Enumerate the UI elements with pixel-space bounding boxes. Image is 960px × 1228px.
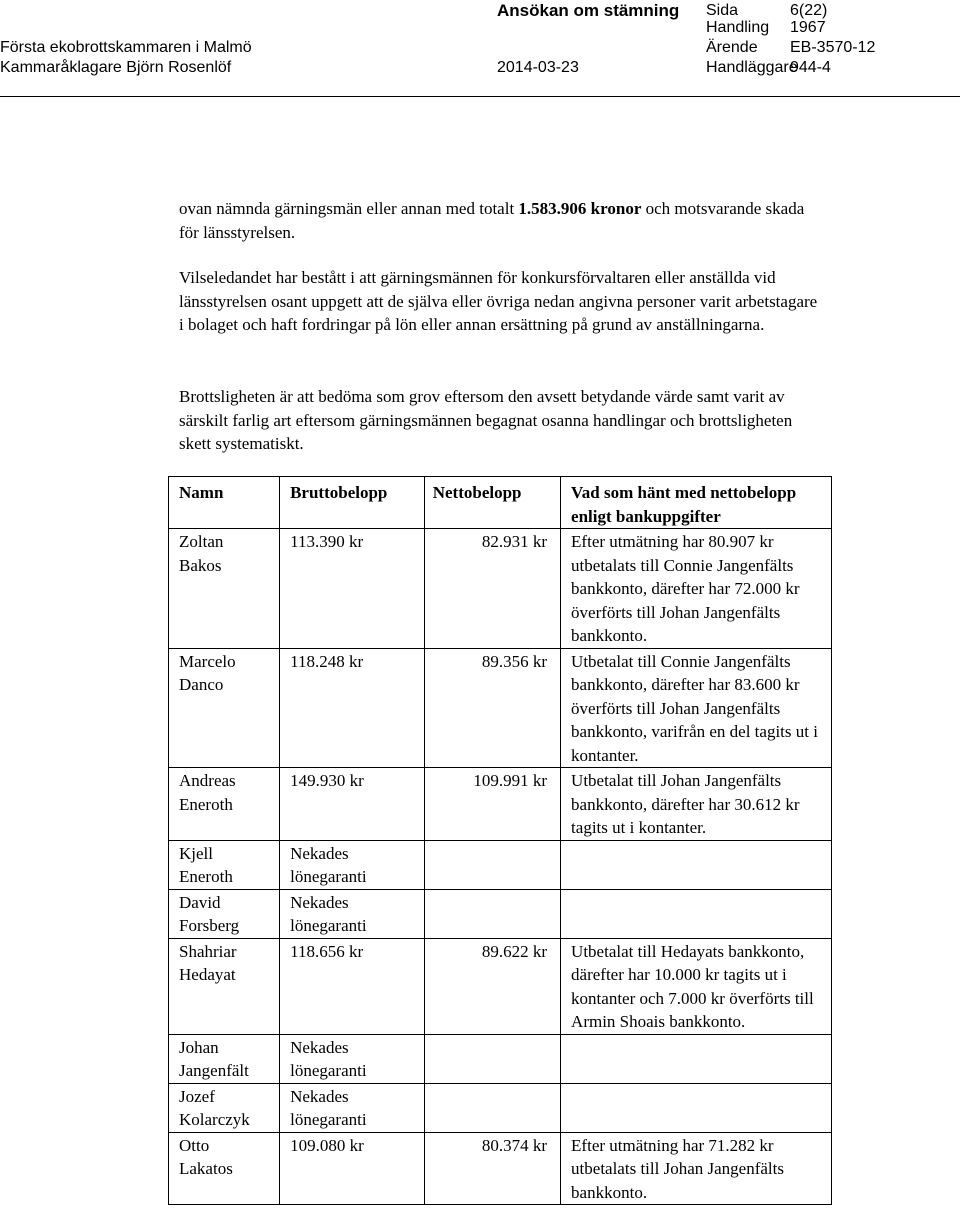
cell-description: Efter utmätning har 80.907 kr utbetalats till Connie Jangenfälts bankkonto, därefter har 72.000 kr överförts till Johan Jangenfälts bankkonto. (561, 529, 832, 649)
cell-description: Efter utmätning har 71.282 kr utbetalats till Johan Jangenfälts bankkonto. (561, 1132, 832, 1205)
handlaggare-label: Handläggare (706, 59, 798, 76)
first-name: Jozef (179, 1086, 215, 1106)
cell-description: Utbetalat till Johan Jangenfälts bankkonto, därefter har 30.612 kr tagits ut i kontanter. (561, 768, 832, 841)
table-body (169, 529, 832, 1205)
cell-brutto: 118.656 kr (280, 938, 425, 1034)
p2-text: Vilseledandet har bestått i att gärningsmännen för konkursförvaltaren eller anställda vid länsstyrelsen osant uppgett att de själva eller övriga nedan angivna personer varit arbetstagare i bolaget och haft fordringar på lön eller annan ersättning på grund av anställningarna. (179, 268, 818, 334)
handling-label: Handling (706, 19, 770, 36)
header-divider (0, 96, 960, 97)
document-date: 2014-03-23 (497, 59, 579, 76)
first-name: Shahriar (179, 941, 237, 961)
last-name: Eneroth (179, 867, 233, 886)
cell-name (169, 648, 280, 768)
cell-brutto: Nekades lönegaranti (280, 1083, 425, 1132)
table-row (169, 768, 832, 841)
handling-value: 1967 (790, 19, 826, 36)
last-name: Bakos (179, 555, 222, 575)
table-row (169, 938, 832, 1034)
header-description: Vad som hänt med nettobelopp enligt bankuppgifter (561, 477, 832, 529)
first-name: David (179, 892, 221, 912)
organization-name: Första ekobrottskammaren i Malmö (0, 39, 252, 56)
prosecutor-name: Kammaråklagare Björn Rosenlöf (0, 59, 232, 76)
table-row (169, 529, 832, 649)
cell-netto: 80.374 kr (424, 1132, 560, 1205)
paragraph-total-damage (179, 197, 819, 244)
last-name: Lakatos (179, 1159, 233, 1178)
header-name: Namn (169, 477, 280, 529)
table-row (169, 1132, 832, 1205)
cell-brutto: 109.080 kr (280, 1132, 425, 1205)
arende-value: EB-3570-12 (790, 39, 876, 56)
last-name: Danco (179, 675, 224, 694)
table-row (169, 889, 832, 938)
last-name: Eneroth (179, 794, 233, 814)
first-name: Kjell (179, 843, 213, 863)
document-title: Ansökan om stämning (497, 1, 680, 20)
table-row (169, 840, 832, 889)
cell-description (561, 840, 832, 889)
cell-name (169, 1083, 280, 1132)
first-name: Andreas (179, 771, 236, 790)
last-name: Jangenfält (179, 1061, 249, 1080)
first-name: Otto (179, 1135, 210, 1155)
paragraph-severity (179, 385, 819, 456)
page-number: 6(22) (790, 2, 828, 19)
page-label: Sida (706, 2, 739, 19)
cell-netto: 89.622 kr (424, 938, 560, 1034)
first-name: Zoltan (179, 532, 224, 551)
first-name: Johan (179, 1037, 219, 1057)
p1-total-amount: 1.583.906 kronor (518, 199, 642, 218)
table-row (169, 648, 832, 768)
handlaggare-value: 944-4 (790, 59, 831, 76)
cell-name (169, 938, 280, 1034)
p1-text-end: och motsvarande skada för länsstyrelsen. (179, 199, 805, 242)
table-row (169, 1034, 832, 1083)
last-name: Kolarczyk (179, 1110, 250, 1129)
cell-brutto: 118.248 kr (280, 648, 425, 768)
cell-name (169, 840, 280, 889)
cell-netto (424, 840, 560, 889)
cell-netto (424, 1083, 560, 1132)
first-name: Marcelo (179, 651, 236, 671)
cell-name (169, 1132, 280, 1205)
cell-name (169, 1034, 280, 1083)
cell-name (169, 889, 280, 938)
cell-description (561, 889, 832, 938)
last-name: Forsberg (179, 916, 240, 935)
cell-description (561, 1034, 832, 1083)
arende-label: Ärende (706, 39, 758, 56)
cell-name (169, 529, 280, 649)
cell-name (169, 768, 280, 841)
cell-netto (424, 1034, 560, 1083)
cell-description (561, 1083, 832, 1132)
cell-description: Utbetalat till Hedayats bankkonto, därefter har 10.000 kr tagits ut i kontanter och 7.000 kr överförts till Armin Shoais bankkonto. (561, 938, 832, 1034)
cell-netto: 109.991 kr (424, 768, 560, 841)
last-name: Hedayat (179, 965, 236, 984)
cell-netto: 82.931 kr (424, 529, 560, 649)
cell-brutto: 149.930 kr (280, 768, 425, 841)
cell-brutto: Nekades lönegaranti (280, 840, 425, 889)
cell-description: Utbetalat till Connie Jangenfälts bankkonto, därefter har 83.600 kr överförts till Johan Jangenfälts bankkonto, varifrån en del tagits ut i kontanter. (561, 648, 832, 768)
cell-brutto: Nekades lönegaranti (280, 889, 425, 938)
header-netto: Nettobelopp (424, 477, 560, 529)
p3-text: Brottsligheten är att bedöma som grov eftersom den avsett betydande värde samt varit av särskilt farlig art eftersom gärningsmännen begagnat osanna handlingar och brottsligheten skett systematiskt. (179, 387, 793, 453)
page-header (0, 0, 960, 98)
cell-netto: 89.356 kr (424, 648, 560, 768)
cell-brutto: 113.390 kr (280, 529, 425, 649)
cell-brutto: Nekades lönegaranti (280, 1034, 425, 1083)
p1-text-start: ovan nämnda gärningsmän eller annan med totalt (179, 199, 519, 218)
cell-netto (424, 889, 560, 938)
table-row (169, 1083, 832, 1132)
header-brutto: Bruttobelopp (280, 477, 425, 529)
payments-table (168, 476, 832, 1205)
paragraph-deception (179, 266, 819, 337)
table-header-row (169, 477, 832, 529)
